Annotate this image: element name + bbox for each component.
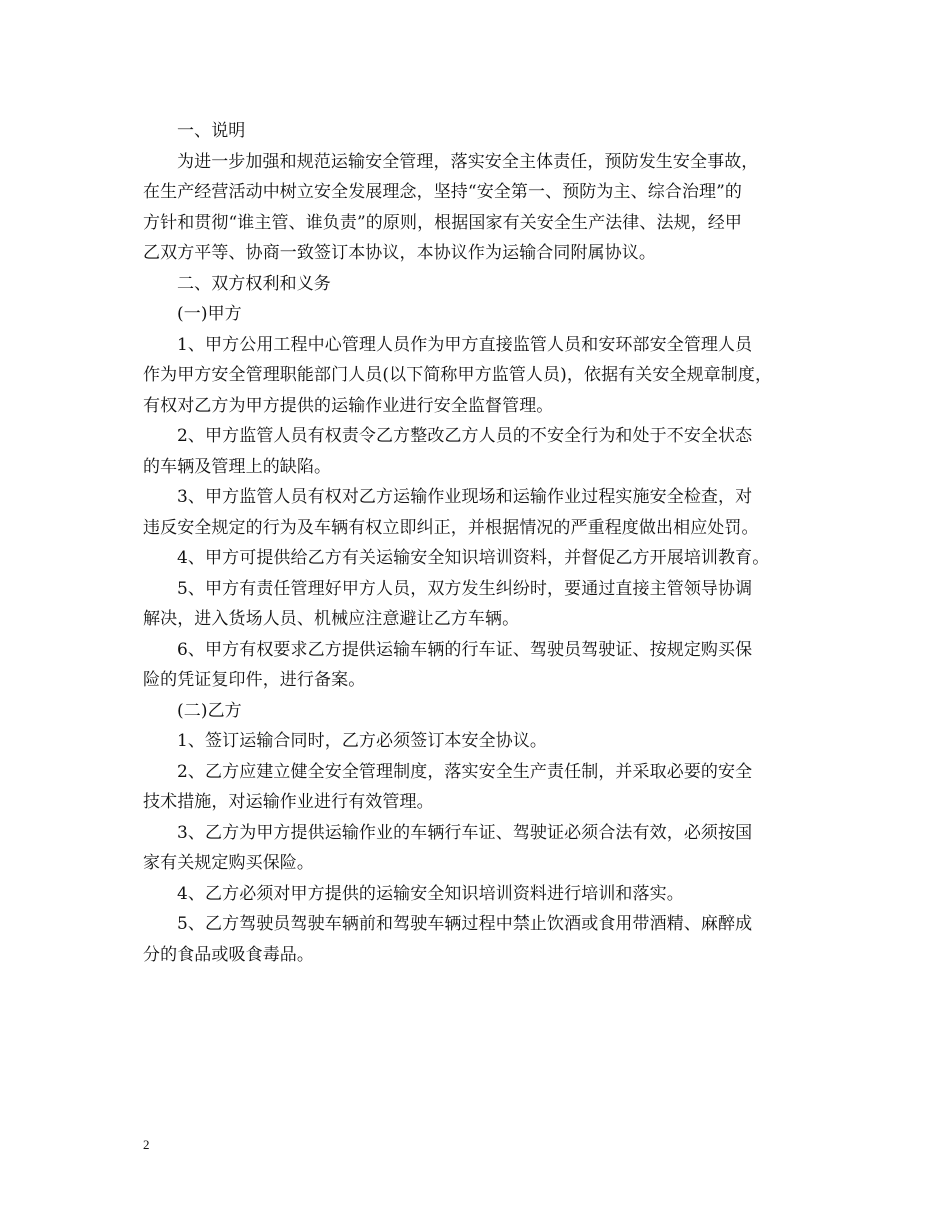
- text-line: 一、说明: [177, 121, 246, 141]
- text-line: 的车辆及管理上的缺陷。: [143, 456, 332, 477]
- text-line: 解决，进入货场人员、机械应注意避让乙方车辆。: [143, 609, 520, 629]
- text-line: 5、甲方有责任管理好甲方人员，双方发生纠纷时，要通过直接主管领导协调: [177, 578, 753, 599]
- text-line: 分的食品或吸食毒品。: [143, 944, 314, 965]
- text-line: 3、乙方为甲方提供运输作业的车辆行车证、驾驶证必须合法有效，必须按国: [177, 822, 753, 843]
- text-line: 3、甲方监管人员有权对乙方运输作业现场和运输作业过程实施安全检查，对: [177, 487, 753, 507]
- text-line: 6、甲方有权要求乙方提供运输车辆的行车证、驾驶员驾驶证、按规定购买保: [177, 639, 753, 660]
- text-line: 违反安全规定的行为及车辆有权立即纠正，并根据情况的严重程度做出相应处罚。: [143, 517, 759, 538]
- text-line: 险的凭证复印件，进行备案。: [143, 670, 366, 690]
- text-line: (二)乙方: [177, 700, 242, 721]
- text-line: 家有关规定购买保险。: [143, 853, 314, 873]
- text-line: 2、甲方监管人员有权责令乙方整改乙方人员的不安全行为和处于不安全状态: [177, 426, 753, 446]
- text-line: 作为甲方安全管理职能部门人员(以下简称甲方监管人员)，依据有关安全规章制度，: [143, 365, 773, 385]
- text-line: 有权对乙方为甲方提供的运输作业进行安全监督管理。: [143, 395, 554, 416]
- text-line: 1、甲方公用工程中心管理人员作为甲方直接监管人员和安环部安全管理人员: [177, 334, 753, 355]
- text-line: 二、双方权利和义务: [177, 273, 331, 294]
- text-line: 乙双方平等、协商一致签订本协议，本协议作为运输合同附属协议。: [143, 243, 656, 263]
- text-line: 4、甲方可提供给乙方有关运输安全知识培训资料，并督促乙方开展培训教育。: [177, 548, 770, 568]
- text-line: 为进一步加强和规范运输安全管理，落实安全主体责任，预防发生安全事故，: [177, 151, 759, 172]
- text-line: 1、签订运输合同时，乙方必须签订本安全协议。: [177, 731, 548, 751]
- text-line: 在生产经营活动中树立安全发展理念，坚持“安全第一、预防为主、综合治理”的: [143, 182, 742, 202]
- text-line: 技术措施，对运输作业进行有效管理。: [143, 792, 434, 812]
- text-line: (一)甲方: [177, 304, 242, 324]
- page-number: 2: [143, 1137, 150, 1152]
- text-line: 方针和贯彻“谁主管、谁负责”的原则，根据国家有关安全生产法律、法规，经甲: [143, 212, 742, 233]
- text-line: 2、乙方应建立健全安全管理制度，落实安全生产责任制，并采取必要的安全: [177, 761, 753, 782]
- text-line: 4、乙方必须对甲方提供的运输安全知识培训资料进行培训和落实。: [177, 883, 684, 904]
- document-body: [143, 116, 811, 970]
- text-line: 5、乙方驾驶员驾驶车辆前和驾驶车辆过程中禁止饮酒或食用带酒精、麻醉成: [177, 914, 753, 934]
